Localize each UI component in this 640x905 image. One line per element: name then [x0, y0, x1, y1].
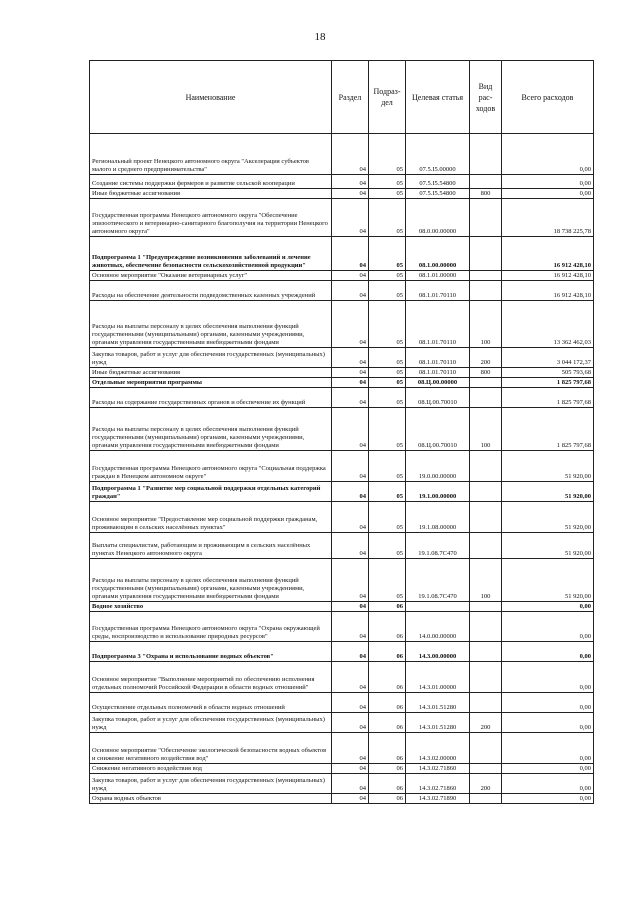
table-row: [90, 378, 594, 388]
table-row: [90, 713, 594, 733]
row-name: Иные бюджетные ассигнования: [90, 189, 332, 199]
column-header-target: Целевая статья: [406, 61, 470, 134]
row-name: Закупка товаров, работ и услуг для обеспечения государственных (муниципальных) нужд: [90, 713, 332, 733]
row-section: 04: [332, 451, 369, 482]
row-section: 04: [332, 271, 369, 281]
row-section: 04: [332, 199, 369, 237]
table-row: [90, 733, 594, 764]
row-target: 14.0.00.00000: [406, 612, 470, 642]
table-row: [90, 559, 594, 602]
row-target: [406, 602, 470, 612]
row-section: 04: [332, 482, 369, 502]
row-amount: 0,00: [502, 733, 594, 764]
row-amount: 0,00: [502, 612, 594, 642]
row-subsection: 06: [369, 662, 406, 693]
table-row: [90, 281, 594, 301]
row-subsection: 06: [369, 733, 406, 764]
row-name: Государственная программа Ненецкого автономного округа "Социальная поддержка граждан в Ненецком автономном округе": [90, 451, 332, 482]
row-section: 04: [332, 764, 369, 774]
column-header-subsection: Подраз-дел: [369, 61, 406, 134]
table-row: [90, 451, 594, 482]
row-subsection: 06: [369, 764, 406, 774]
column-header-section: Раздел: [332, 61, 369, 134]
row-section: 04: [332, 388, 369, 408]
table-row: [90, 774, 594, 794]
row-target: 07.5.I5.54800: [406, 175, 470, 189]
row-expense-type: [470, 199, 502, 237]
row-name: Основное мероприятие "Выполнение мероприятий по обеспечению исполнения отдельных полномочий Российской Федерации в области водных отношений": [90, 662, 332, 693]
row-amount: 0,00: [502, 134, 594, 175]
row-section: 04: [332, 693, 369, 713]
row-amount: 3 044 172,37: [502, 348, 594, 368]
table-row: [90, 408, 594, 451]
row-name: Расходы на обеспечение деятельности подведомственных казенных учреждений: [90, 281, 332, 301]
row-expense-type: [470, 237, 502, 271]
row-subsection: 06: [369, 602, 406, 612]
row-target: 07.5.I5.54800: [406, 189, 470, 199]
row-amount: 51 920,00: [502, 559, 594, 602]
row-subsection: 05: [369, 482, 406, 502]
row-section: 04: [332, 237, 369, 271]
row-name: Основное мероприятие "Обеспечение экологической безопасности водных объектов и снижение негативного воздействия вод": [90, 733, 332, 764]
row-subsection: 06: [369, 794, 406, 804]
row-subsection: 05: [369, 368, 406, 378]
row-section: 04: [332, 502, 369, 533]
row-section: 04: [332, 408, 369, 451]
table-row: [90, 271, 594, 281]
table-row: [90, 388, 594, 408]
row-target: 19.1.00.00000: [406, 482, 470, 502]
table-row: [90, 794, 594, 804]
row-name: Расходы на содержание государственных органов и обеспечение их функций: [90, 388, 332, 408]
row-subsection: 05: [369, 281, 406, 301]
row-subsection: 05: [369, 189, 406, 199]
row-subsection: 06: [369, 774, 406, 794]
row-target: 08.1.01.00000: [406, 271, 470, 281]
row-section: 04: [332, 175, 369, 189]
row-name: Расходы на выплаты персоналу в целях обеспечения выполнения функций государственными (муниципальными) органами, казенными учреждениями, органами управления государственными внебюджетными фондами: [90, 301, 332, 348]
row-section: 04: [332, 378, 369, 388]
row-subsection: 05: [369, 378, 406, 388]
row-name: Расходы на выплаты персоналу в целях обеспечения выполнения функций государственными (муниципальными) органами, казенными учреждениями, органами управления государственными внебюджетными фондами: [90, 408, 332, 451]
row-expense-type: 100: [470, 559, 502, 602]
row-target: 08.1.00.00000: [406, 237, 470, 271]
row-target: 19.1.08.00000: [406, 502, 470, 533]
row-target: 14.3.00.00000: [406, 642, 470, 662]
row-name: Подпрограмма 1 "Развитие мер социальной поддержки отдельных категорий граждан": [90, 482, 332, 502]
budget-table: [89, 60, 594, 804]
row-amount: 51 920,00: [502, 482, 594, 502]
row-section: 04: [332, 368, 369, 378]
row-section: 04: [332, 713, 369, 733]
table-header: [90, 61, 594, 134]
row-name: Подпрограмма 3 "Охрана и использование водных объектов": [90, 642, 332, 662]
row-expense-type: [470, 502, 502, 533]
row-expense-type: [470, 451, 502, 482]
row-section: 04: [332, 794, 369, 804]
row-target: 14.3.02.71860: [406, 774, 470, 794]
row-amount: 51 920,00: [502, 451, 594, 482]
row-subsection: 05: [369, 301, 406, 348]
row-amount: 0,00: [502, 693, 594, 713]
row-expense-type: [470, 693, 502, 713]
table-row: [90, 764, 594, 774]
header-row: [90, 61, 594, 134]
row-target: 19.1.08.7С470: [406, 533, 470, 559]
row-expense-type: [470, 794, 502, 804]
row-target: 14.3.02.71860: [406, 764, 470, 774]
row-target: 14.3.02.71890: [406, 794, 470, 804]
row-section: 04: [332, 559, 369, 602]
row-expense-type: 200: [470, 774, 502, 794]
row-target: 08.0.00.00000: [406, 199, 470, 237]
row-expense-type: [470, 134, 502, 175]
row-amount: 18 738 225,78: [502, 199, 594, 237]
row-amount: 51 920,00: [502, 533, 594, 559]
row-target: 19.0.00.00000: [406, 451, 470, 482]
row-name: Водное хозяйство: [90, 602, 332, 612]
table-row: [90, 189, 594, 199]
row-name: Подпрограмма 1 "Предупреждение возникновения заболеваний и лечение животных, обеспечение безопасности сельскохозяйственной продукции": [90, 237, 332, 271]
row-target: 08.1.01.70110: [406, 368, 470, 378]
row-subsection: 06: [369, 693, 406, 713]
row-amount: 0,00: [502, 642, 594, 662]
row-target: 08.Ц.00.70010: [406, 388, 470, 408]
row-expense-type: [470, 533, 502, 559]
row-amount: 0,00: [502, 662, 594, 693]
row-name: Основное мероприятие "Предоставление мер социальной поддержки гражданам, проживающим в сельских населённых пунктах": [90, 502, 332, 533]
row-subsection: 05: [369, 408, 406, 451]
row-amount: 1 825 797,68: [502, 378, 594, 388]
table-row: [90, 482, 594, 502]
column-header-name: Наименование: [90, 61, 332, 134]
table-row: [90, 533, 594, 559]
row-target: 14.3.01.00000: [406, 662, 470, 693]
row-expense-type: [470, 642, 502, 662]
row-expense-type: 800: [470, 189, 502, 199]
row-name: Отдельные мероприятия программы: [90, 378, 332, 388]
table-row: [90, 662, 594, 693]
row-subsection: 05: [369, 199, 406, 237]
row-subsection: 05: [369, 559, 406, 602]
row-subsection: 05: [369, 388, 406, 408]
table-row: [90, 175, 594, 189]
row-amount: 16 912 428,10: [502, 271, 594, 281]
row-expense-type: 100: [470, 408, 502, 451]
row-amount: 1 825 797,68: [502, 388, 594, 408]
row-amount: 16 912 428,10: [502, 281, 594, 301]
row-name: Осуществление отдельных полномочий в области водных отношений: [90, 693, 332, 713]
row-name: Основное мероприятие "Оказание ветеринарных услуг": [90, 271, 332, 281]
page-number: 18: [314, 31, 326, 43]
row-expense-type: [470, 662, 502, 693]
row-subsection: 06: [369, 642, 406, 662]
row-expense-type: [470, 271, 502, 281]
row-expense-type: [470, 733, 502, 764]
row-target: 08.Ц.00.70010: [406, 408, 470, 451]
row-section: 04: [332, 602, 369, 612]
row-name: Иные бюджетные ассигнования: [90, 368, 332, 378]
row-section: 04: [332, 281, 369, 301]
row-subsection: 05: [369, 134, 406, 175]
row-name: Охрана водных объектов: [90, 794, 332, 804]
row-name: Региональный проект Ненецкого автономного округа "Акселерация субъектов малого и среднего предпринимательства": [90, 134, 332, 175]
row-subsection: 05: [369, 237, 406, 271]
row-target: 08.Ц.00.00000: [406, 378, 470, 388]
table-row: [90, 368, 594, 378]
row-section: 04: [332, 189, 369, 199]
row-target: 14.3.02.00000: [406, 733, 470, 764]
row-target: 08.1.01.70110: [406, 348, 470, 368]
row-amount: 0,00: [502, 764, 594, 774]
row-target: 08.1.01.70110: [406, 301, 470, 348]
row-amount: 0,00: [502, 794, 594, 804]
row-amount: 0,00: [502, 774, 594, 794]
row-amount: 505 793,68: [502, 368, 594, 378]
row-subsection: 06: [369, 713, 406, 733]
row-section: 04: [332, 733, 369, 764]
table-row: [90, 612, 594, 642]
row-target: 14.3.01.51280: [406, 713, 470, 733]
row-section: 04: [332, 301, 369, 348]
row-target: 08.1.01.70110: [406, 281, 470, 301]
row-subsection: 05: [369, 502, 406, 533]
row-subsection: 05: [369, 451, 406, 482]
table-row: [90, 199, 594, 237]
row-expense-type: 200: [470, 348, 502, 368]
table-row: [90, 602, 594, 612]
row-name: Выплаты специалистам, работающим и проживающим в сельских населённых пунктах Ненецкого автономного округа: [90, 533, 332, 559]
row-expense-type: [470, 602, 502, 612]
row-section: 04: [332, 662, 369, 693]
row-name: Государственная программа Ненецкого автономного округа "Обеспечение эпизоотического и ветеринарно-санитарного благополучия на территории Ненецкого автономного округа": [90, 199, 332, 237]
row-expense-type: [470, 612, 502, 642]
row-expense-type: 100: [470, 301, 502, 348]
row-name: Расходы на выплаты персоналу в целях обеспечения выполнения функций государственными (муниципальными) органами, казенными учреждениями, органами управления государственными внебюджетными фондами: [90, 559, 332, 602]
row-target: 07.5.I5.00000: [406, 134, 470, 175]
column-header-expense-type: Вид рас-ходов: [470, 61, 502, 134]
row-name: Закупка товаров, работ и услуг для обеспечения государственных (муниципальных) нужд: [90, 348, 332, 368]
row-name: Создание системы поддержки фермеров и развитие сельской кооперации: [90, 175, 332, 189]
table-row: [90, 348, 594, 368]
table-row: [90, 301, 594, 348]
column-header-total: Всего расходов: [502, 61, 594, 134]
table-row: [90, 693, 594, 713]
row-section: 04: [332, 533, 369, 559]
row-amount: 0,00: [502, 189, 594, 199]
row-name: Снижение негативного воздействия вод: [90, 764, 332, 774]
row-amount: 51 920,00: [502, 502, 594, 533]
row-subsection: 05: [369, 175, 406, 189]
row-target: 14.3.01.51280: [406, 693, 470, 713]
row-section: 04: [332, 348, 369, 368]
row-amount: 0,00: [502, 175, 594, 189]
row-expense-type: [470, 764, 502, 774]
row-expense-type: [470, 281, 502, 301]
row-amount: 1 825 797,68: [502, 408, 594, 451]
row-expense-type: [470, 482, 502, 502]
row-expense-type: 800: [470, 368, 502, 378]
row-subsection: 05: [369, 348, 406, 368]
table-row: [90, 642, 594, 662]
row-section: 04: [332, 642, 369, 662]
row-subsection: 05: [369, 533, 406, 559]
table-row: [90, 134, 594, 175]
row-name: Государственная программа Ненецкого автономного округа "Охрана окружающей среды, воспроизводство и использование природных ресурсов": [90, 612, 332, 642]
row-expense-type: [470, 388, 502, 408]
row-section: 04: [332, 774, 369, 794]
row-amount: 16 912 428,10: [502, 237, 594, 271]
row-expense-type: [470, 378, 502, 388]
row-expense-type: 200: [470, 713, 502, 733]
row-section: 04: [332, 612, 369, 642]
row-expense-type: [470, 175, 502, 189]
row-amount: 13 362 462,03: [502, 301, 594, 348]
row-target: 19.1.08.7С470: [406, 559, 470, 602]
table-row: [90, 237, 594, 271]
row-section: 04: [332, 134, 369, 175]
row-subsection: 05: [369, 271, 406, 281]
table-body: [90, 134, 594, 804]
row-amount: 0,00: [502, 602, 594, 612]
row-name: Закупка товаров, работ и услуг для обеспечения государственных (муниципальных) нужд: [90, 774, 332, 794]
row-subsection: 06: [369, 612, 406, 642]
table-row: [90, 502, 594, 533]
row-amount: 0,00: [502, 713, 594, 733]
